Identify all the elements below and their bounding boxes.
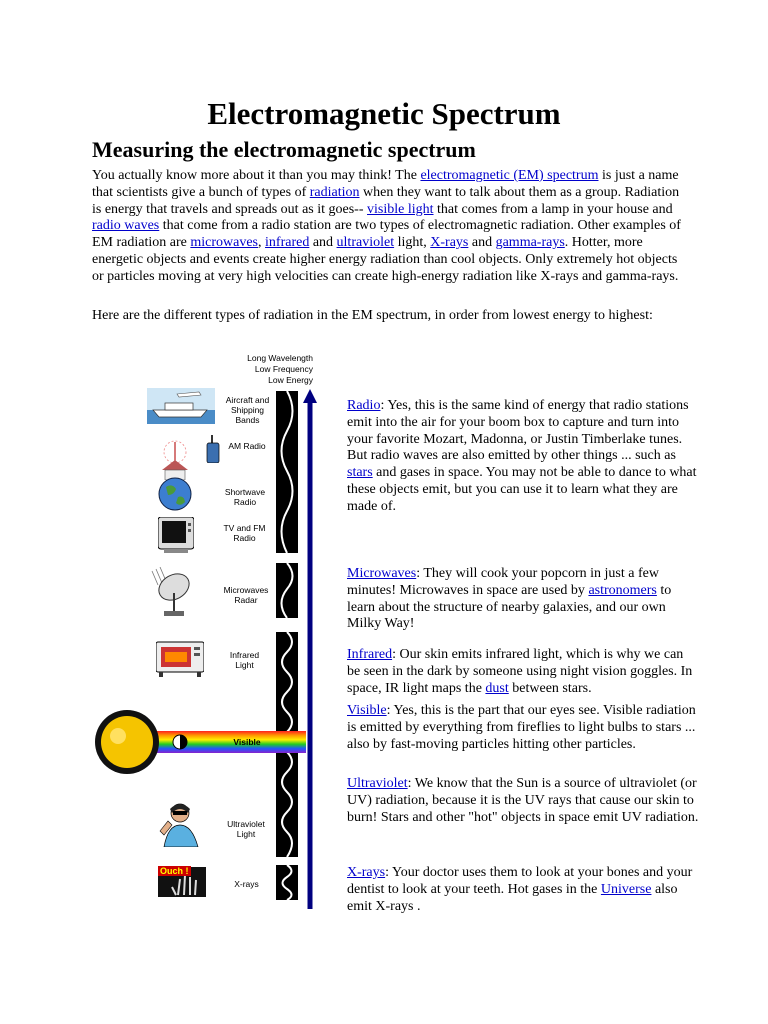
link-infrared-item[interactable]: Infrared (347, 647, 393, 662)
header-line: Low Energy (268, 375, 313, 385)
text: light, (394, 235, 431, 251)
link-radio[interactable]: Radio (347, 398, 381, 413)
text: . Hotter, more energetic objects and events create higher energy radiation than cool objects. Only extremely hot objects or particles moving at very high velocities can create high-energy radiation like X-rays and gamma-rays. (92, 235, 679, 284)
label-xrays: X-rays (234, 879, 259, 889)
item-xrays (347, 865, 699, 915)
text: : They will cook your popcorn in just a few minutes! Microwaves in space are used by (347, 566, 659, 598)
link-astronomers[interactable]: astronomers (588, 582, 657, 598)
text: between stars. (508, 680, 592, 696)
energy-arrow-icon (302, 389, 318, 909)
tv-icon (158, 517, 194, 553)
intro-paragraph (92, 168, 682, 286)
label-visible: Visible (233, 737, 261, 747)
globe-icon (158, 477, 192, 511)
text: : Yes, this is the same kind of energy that radio stations emit into the air for your boom box to capture and turn into your favorite Mozart, Madonna, or Justin Timberlake tunes. But radio waves are also emitted by other things ... such as (347, 398, 689, 464)
sun-rainbow-icon (94, 707, 324, 777)
header-line: Long Wavelength (247, 353, 313, 363)
link-visible-item[interactable]: Visible (347, 703, 387, 718)
text: and gases in space. You may not be able to dance to what these objects emit, but you can use it to learn what they are made of. (347, 465, 697, 514)
link-xrays-item[interactable]: X-rays (347, 865, 386, 880)
link-stars[interactable]: stars (347, 465, 373, 481)
house-antenna-icon (150, 440, 200, 480)
figure-header (193, 353, 313, 386)
item-infrared (347, 647, 699, 697)
text: when they want to talk about them as a group. Radiation is energy that travels and spreads out as it goes-- (92, 184, 680, 217)
text: also emit X-rays . (347, 881, 678, 914)
link-radiation[interactable]: radiation (309, 184, 360, 200)
sunbather-icon (158, 801, 204, 847)
ouch-badge: Ouch ! (160, 866, 189, 876)
text: : Your doctor uses them to look at your bones and your dentist to look at your teeth. Hot gases in the (347, 865, 693, 897)
link-universe[interactable]: Universe (600, 881, 652, 897)
text: and (468, 235, 496, 251)
link-infrared[interactable]: infrared (265, 235, 310, 251)
link-x-rays[interactable]: X-rays (430, 235, 469, 251)
link-microwaves[interactable]: microwaves (190, 235, 259, 251)
link-gamma-rays[interactable]: gamma-rays (495, 235, 565, 251)
link-visible-light[interactable]: visible light (367, 201, 434, 217)
text: : Yes, this is the part that our eyes see. Visible radiation is emitted by everything from fireflies to light bulbs to stars ... also by fast-moving particles hitting other particles. (347, 703, 696, 752)
text: : We know that the Sun is a source of ultraviolet (or UV) radiation, because it is the UV rays that cause our skin to burn! Stars and other "hot" objects in space emit UV radiation. (347, 776, 699, 825)
link-microwaves-item[interactable]: Microwaves (347, 566, 417, 581)
label-am-radio: AM Radio (228, 441, 266, 451)
wave-lines (276, 391, 298, 901)
em-spectrum-figure (92, 345, 332, 910)
walkie-talkie-icon (206, 435, 220, 463)
link-dust[interactable]: dust (485, 680, 509, 696)
satellite-dish-icon (148, 567, 194, 617)
text: : Our skin emits infrared light, which is why we can be seen in the dark by someone using night vision goggles. In space, IR light maps the (347, 647, 693, 696)
header-line: Low Frequency (254, 364, 313, 374)
label-infrared-light: Infrared Light (229, 650, 260, 670)
text: , (258, 235, 266, 251)
label-aircraft: Aircraft and Shipping Bands (225, 395, 270, 425)
text: to learn about the structure of nearby galaxies, and our own Milky Way! (347, 582, 672, 632)
text: and (309, 235, 337, 251)
label-ultraviolet-light: Ultraviolet Light (227, 819, 265, 839)
item-ultraviolet (347, 776, 699, 826)
toaster-oven-icon (156, 638, 204, 678)
ship-icon (147, 388, 215, 424)
label-tv-fm: TV and FM Radio (223, 523, 266, 543)
text: You actually know more about it than you may think! The (92, 168, 421, 183)
link-ultraviolet[interactable]: ultraviolet (336, 235, 395, 251)
link-ultraviolet-item[interactable]: Ultraviolet (347, 776, 408, 791)
label-shortwave: Shortwave Radio (224, 487, 266, 507)
item-radio (347, 398, 699, 516)
link-radio-waves[interactable]: radio waves (92, 218, 160, 234)
section-heading: Measuring the electromagnetic spectrum (92, 137, 476, 162)
item-visible (347, 703, 699, 753)
item-microwaves (347, 566, 699, 633)
label-microwaves-radar: Microwaves Radar (223, 585, 269, 605)
text: is just a name that scientists give a bunch of types of (92, 168, 679, 200)
intro-paragraph-2: Here are the different types of radiation in the EM spectrum, in order from lowest energy to highest: (92, 308, 653, 323)
text: that come from a radio station are two types of electromagnetic radiation. Other examples of EM radiation are (92, 218, 681, 251)
page-title: Electromagnetic Spectrum (207, 96, 561, 131)
text: that comes from a lamp in your house and (433, 201, 673, 217)
link-em-spectrum[interactable]: electromagnetic (EM) spectrum (420, 168, 599, 183)
